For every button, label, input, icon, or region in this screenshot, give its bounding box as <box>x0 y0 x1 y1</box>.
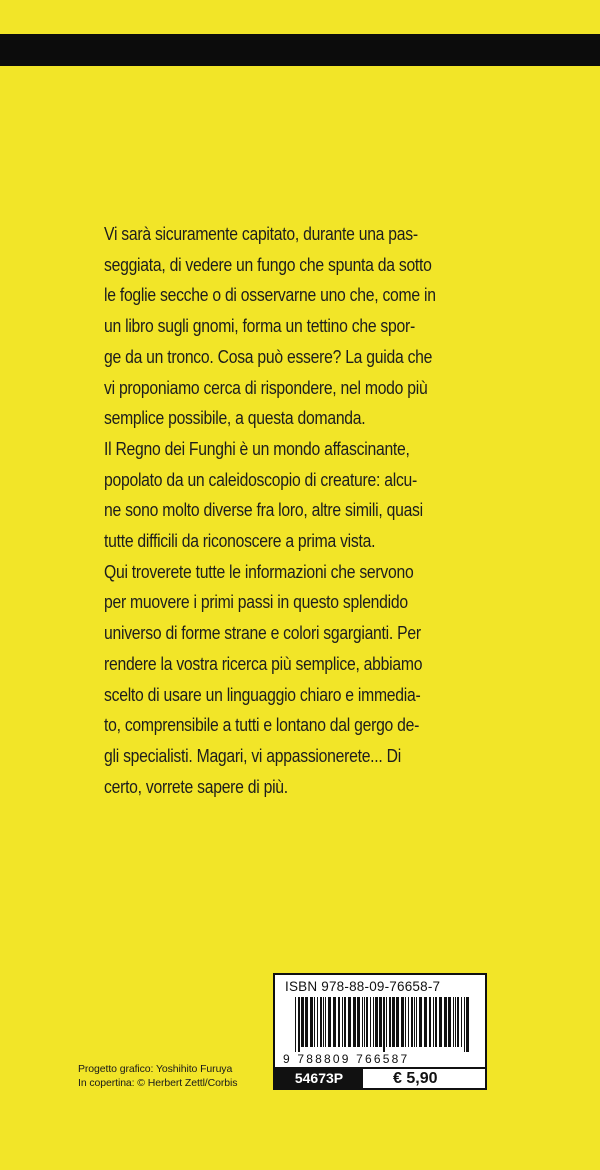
barcode-bar <box>338 997 340 1047</box>
top-black-band <box>0 34 600 66</box>
blurb-line: certo, vorrete sapere di più. <box>104 775 288 797</box>
barcode-bar <box>453 997 454 1047</box>
blurb-line: un libro sugli gnomi, forma un tettino che spor- <box>104 315 415 337</box>
barcode-bar <box>305 997 308 1047</box>
barcode-bar <box>457 997 459 1047</box>
barcode-bar <box>342 997 343 1047</box>
barcode-bar <box>366 997 368 1047</box>
barcode-bar <box>344 997 346 1047</box>
barcode-bar <box>357 997 360 1047</box>
credits <box>78 1062 237 1090</box>
blurb-line: Qui troverete tutte le informazioni che servono <box>104 560 414 582</box>
barcode-bar <box>362 997 363 1047</box>
blurb-line: ge da un tronco. Cosa può essere? La guida che <box>104 345 433 367</box>
product-code-price-box <box>273 1067 487 1090</box>
barcode-bar <box>298 997 300 1052</box>
barcode-bar <box>414 997 415 1047</box>
barcode-bar <box>405 997 406 1047</box>
isbn-label: ISBN 978-88-09-76658-7 <box>285 979 441 994</box>
blurb-line: Vi sarà sicuramente capitato, durante una pas- <box>104 223 418 244</box>
barcode-bar <box>325 997 326 1047</box>
blurb-line: ne sono molto diverse fra loro, altre simili, quasi <box>104 499 423 521</box>
blurb-line: seggiata, di vedere un fungo che spunta da sotto <box>104 253 432 275</box>
barcode-bar <box>439 997 442 1047</box>
blurb-line: Il Regno dei Funghi è un mondo affascinante, <box>104 437 410 459</box>
blurb-line: vi proponiamo cerca di rispondere, nel modo più <box>104 376 428 398</box>
blurb-line: popolato da un caleidoscopio di creature: alcu- <box>104 468 418 490</box>
blurb-line: per muovere i primi passi in questo splendido <box>104 591 408 613</box>
cover-credit: In copertina: © Herbert Zettl/Corbis <box>78 1077 238 1089</box>
design-credit: Progetto grafico: Yoshihito Furuya <box>78 1063 233 1075</box>
barcode-bars <box>295 997 471 1052</box>
barcode-bar <box>320 997 322 1047</box>
barcode-bar <box>301 997 304 1047</box>
barcode-bar <box>411 997 413 1047</box>
blurb-line: to, comprensibile a tutti e lontano dal gergo de- <box>104 714 420 736</box>
barcode-bar <box>424 997 427 1047</box>
barcode-bar <box>429 997 431 1047</box>
blurb-paragraph <box>104 219 482 802</box>
barcode-bar <box>386 997 387 1047</box>
barcode-bar <box>433 997 434 1047</box>
barcode-bar <box>310 997 313 1047</box>
barcode-bar <box>466 997 469 1052</box>
price: € 5,90 <box>393 1070 438 1087</box>
barcode-bar <box>455 997 456 1047</box>
blurb-line: rendere la vostra ricerca più semplice, abbiamo <box>104 652 423 674</box>
barcode-bar <box>396 997 399 1047</box>
blurb-line: semplice possibile, a questa domanda. <box>104 407 366 429</box>
barcode-bar <box>392 997 395 1047</box>
barcode-bar <box>419 997 422 1047</box>
barcode-bar <box>353 997 356 1047</box>
barcode-bar <box>461 997 462 1047</box>
isbn-barcode <box>273 973 487 1069</box>
barcode-bar <box>364 997 365 1047</box>
barcode-bar <box>328 997 331 1047</box>
barcode-bar <box>383 997 385 1052</box>
barcode-bar <box>317 997 318 1047</box>
product-code: 54673P <box>275 1069 363 1088</box>
barcode-bar <box>373 997 374 1047</box>
barcode-bar <box>370 997 371 1047</box>
barcode-bar <box>379 997 382 1047</box>
blurb-line: universo di forme strane e colori sgargianti. Per <box>104 622 421 644</box>
barcode-bar <box>435 997 437 1047</box>
barcode-bar <box>389 997 391 1047</box>
barcode-bar <box>444 997 447 1047</box>
blurb-line: gli specialisti. Magari, vi appassionerete... Di <box>104 744 401 766</box>
barcode-bar <box>323 997 324 1047</box>
blurb-line: scelto di usare un linguaggio chiaro e immedia- <box>104 683 421 705</box>
blurb-line: tutte difficili da riconoscere a prima vista. <box>104 530 376 552</box>
barcode-bar <box>295 997 296 1052</box>
barcode-digits: 9 788809 766587 <box>283 1052 410 1066</box>
barcode-bar <box>314 997 315 1047</box>
barcode-bar <box>401 997 404 1047</box>
barcode-bar <box>408 997 409 1047</box>
barcode-bar <box>333 997 336 1047</box>
barcode-bar <box>348 997 351 1047</box>
barcode-bar <box>464 997 465 1052</box>
barcode-bar <box>448 997 451 1047</box>
barcode-bar <box>416 997 417 1047</box>
barcode-bar <box>375 997 378 1047</box>
blurb-line: le foglie secche o di osservarne uno che, come in <box>104 284 436 306</box>
